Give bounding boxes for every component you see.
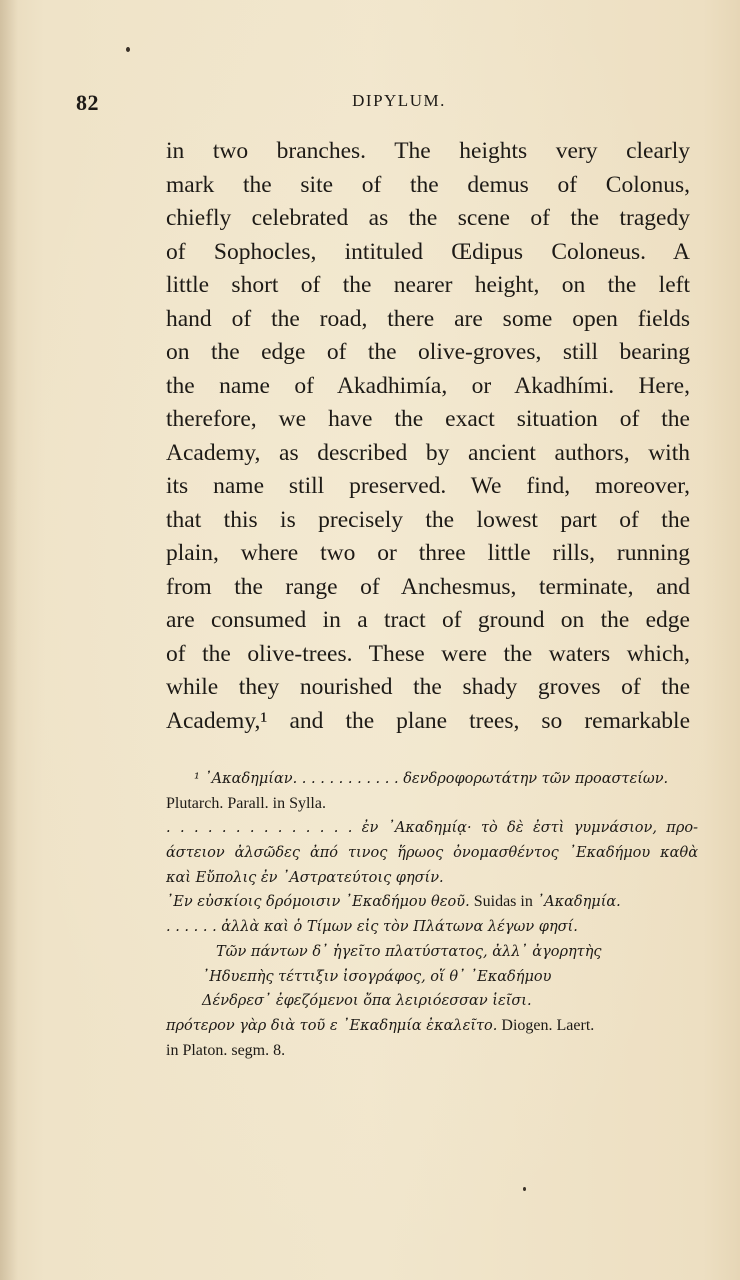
text-line: of the olive-trees. These were the waters which, <box>166 640 690 667</box>
verse-line: Τῶν πάντων δ᾿ ἡγεῖτο πλατύστατος, ἀλλ᾿ ἀγορητὴς <box>216 943 602 960</box>
footnote-4-line: . . . . . . ἀλλὰ καὶ ὁ Τίμων εἰς τὸν Πλάτωνα λέγων φησί. <box>166 919 578 936</box>
text-line: are consumed in a tract of ground on the edge <box>166 607 690 633</box>
text-line: while they nourished the shady groves of the <box>166 674 690 700</box>
footnote-5-source: Diogen. Laert. <box>497 1016 595 1034</box>
text-line: on the edge of the olive-groves, still bearing <box>166 339 690 365</box>
text-line: plain, where two or three little rills, running <box>166 540 690 566</box>
spine-shadow <box>0 0 18 1280</box>
footnote-3-word: ᾿Ακαδημία. <box>536 894 621 911</box>
text-line: therefore, we have the exact situation of the <box>166 406 690 432</box>
text-line: from the range of Anchesmus, terminate, and <box>166 573 690 600</box>
ink-speck <box>126 47 130 52</box>
footnote-5-line: in Platon. segm. 8. <box>166 1041 286 1059</box>
footnote-1-source: Plutarch. Parall. in Sylla. <box>166 794 326 812</box>
text-line: hand of the road, there are some open fields <box>166 305 690 332</box>
text-line: little short of the nearer height, on the left <box>166 272 690 298</box>
text-line: mark the site of the demus of Colonus, <box>166 171 690 198</box>
footnote-2-line: καὶ Εὔπολις ἐν ᾿Αστρατεύτοις φησίν. <box>166 869 444 886</box>
footnote-3-source: Suidas in <box>469 893 537 911</box>
footnotes <box>166 767 698 1063</box>
page-number: 82 <box>76 90 99 115</box>
footnote-3 <box>166 890 698 915</box>
footnote-2-line: . . . . . . . . . . . . . . ἐν ᾿Ακαδημίᾳ· τὸ δὲ ἐστὶ γυμνάσιον, προ- <box>166 820 698 837</box>
text-line: Academy,¹ and the plane trees, so remarkable <box>166 707 690 734</box>
ink-speck <box>523 1187 526 1191</box>
text-line: in two branches. The heights very clearly <box>166 138 690 164</box>
footnote-5-quote: πρότερον γὰρ διὰ τοῦ ε ᾿Εκαδημία ἐκαλεῖτο. <box>166 1017 498 1034</box>
running-title: DIPYLUM. <box>352 91 446 110</box>
main-text <box>166 135 690 738</box>
text-line: Academy, as described by ancient authors, with <box>166 439 690 466</box>
footnote-2-line: άστειον ἀλσῶδες ἀπό τινος ἥρωος ὀνομασθέντος ᾿Εκαδήμου καθὰ <box>166 845 698 862</box>
text-line: the name of Akadhimía, or Akadhími. Here, <box>166 372 690 399</box>
footnote-1-quote: ¹ ᾿Ακαδημίαν. . . . . . . . . . . . δενδροφορωτάτην τῶν προαστείων. <box>194 771 669 787</box>
text-line: chiefly celebrated as the scene of the tragedy <box>166 205 690 231</box>
verse-line: ᾿Ηδυεπὴς τέττιξιν ἰσογράφος, οἵ θ᾿ ᾿Εκαδήμου <box>202 968 552 985</box>
verse-line: Δένδρεσ᾿ ἐφεζόμενοι ὄπα λειριόεσσαν ἱεῖσι. <box>202 993 532 1010</box>
footnote-3-quote: ᾿Εν εὐσκίοις δρόμοισιν ᾿Εκαδήμου θεοῦ. <box>166 894 470 911</box>
footnote-5 <box>166 1014 698 1039</box>
text-line: of Sophocles, intituled Œdipus Coloneus. A <box>166 238 690 265</box>
text-line: that this is precisely the lowest part of the <box>166 506 690 533</box>
text-line: its name still preserved. We find, moreover, <box>166 473 690 499</box>
